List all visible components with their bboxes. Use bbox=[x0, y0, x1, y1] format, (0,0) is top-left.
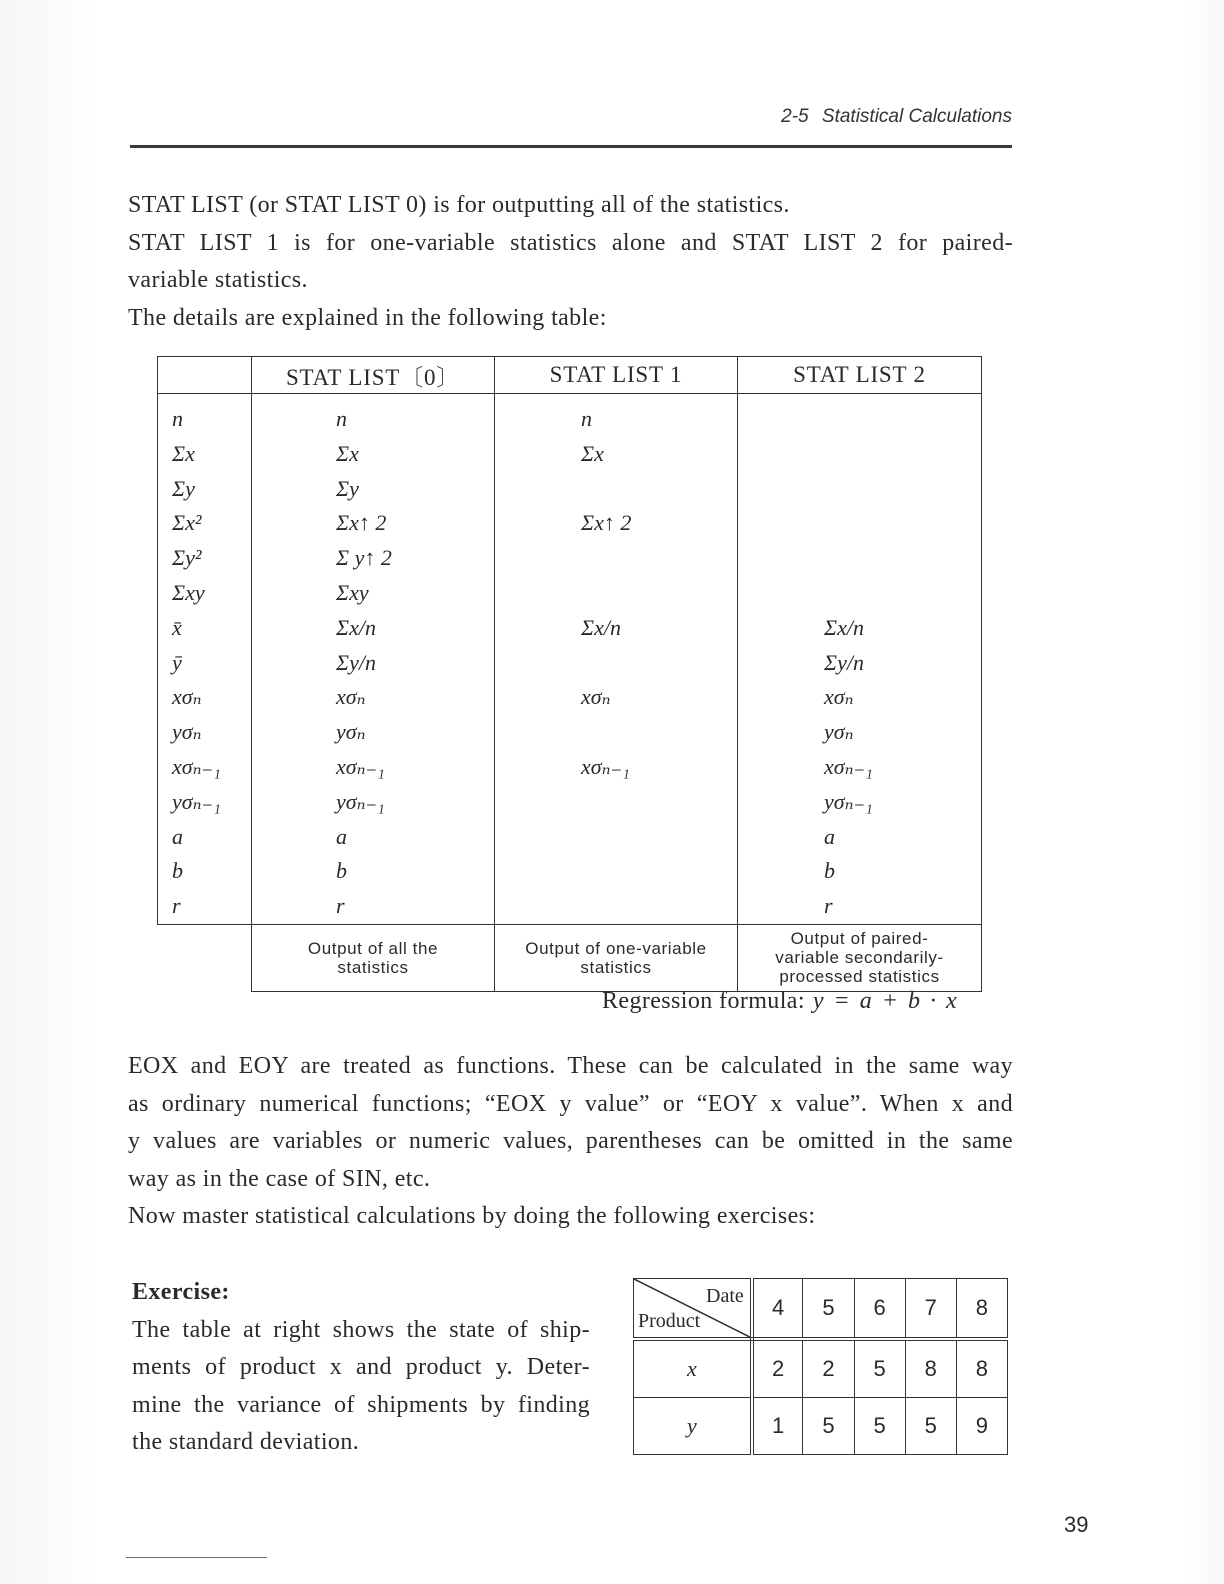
stat-column-labels bbox=[158, 394, 252, 925]
shipment-value: 5 bbox=[854, 1398, 905, 1455]
stat-item bbox=[738, 506, 981, 541]
stat-item: a bbox=[336, 823, 347, 849]
header-stat-list-1: STAT LIST 1 bbox=[495, 357, 738, 394]
page-number: 39 bbox=[1064, 1512, 1089, 1537]
stat-item bbox=[495, 646, 737, 681]
shipments-table bbox=[633, 1278, 1008, 1455]
stat-item: n bbox=[172, 406, 183, 431]
eox-line-4: way as in the case of SIN, etc. bbox=[128, 1165, 431, 1192]
regression-label: Regression formula: bbox=[602, 988, 805, 1014]
stat-item: Σx bbox=[172, 440, 195, 466]
exercise-line-3: mine the variance of shipments by finding bbox=[132, 1391, 590, 1418]
shipment-value: 5 bbox=[803, 1398, 854, 1455]
scan-shadow-left bbox=[0, 0, 96, 1584]
shipment-value: 1 bbox=[752, 1398, 803, 1455]
stat-item: xσₙ bbox=[336, 684, 366, 710]
stat-item bbox=[738, 437, 981, 472]
corner-date-label: Date bbox=[706, 1285, 744, 1307]
header-stat-list-0: STAT LIST〔0〕 bbox=[252, 357, 495, 394]
footer-list-1 bbox=[495, 924, 738, 991]
stat-item bbox=[495, 785, 737, 820]
date-product-corner bbox=[634, 1279, 752, 1340]
product-y-label: y bbox=[634, 1398, 752, 1455]
stat-item: Σx/n bbox=[581, 614, 621, 640]
footer-list-0 bbox=[252, 924, 495, 991]
shipment-value: 5 bbox=[854, 1339, 905, 1398]
stat-list-table bbox=[157, 356, 982, 992]
eox-line-1: EOX and EOY are treated as functions. These can be calculated in the same way bbox=[128, 1053, 1013, 1079]
product-x-label: x bbox=[634, 1339, 752, 1398]
stat-item: Σx bbox=[336, 440, 359, 466]
date-cell: 7 bbox=[905, 1279, 956, 1340]
stat-item bbox=[495, 889, 737, 924]
intro-line-1: STAT LIST (or STAT LIST 0) is for outputting all of the statistics. bbox=[128, 192, 790, 218]
stat-column-list-2 bbox=[738, 394, 982, 925]
footer-list-2 bbox=[738, 924, 982, 991]
stat-column-list-1 bbox=[495, 394, 738, 925]
stat-item: Σx↑ 2 bbox=[581, 510, 632, 536]
footer-list-1-text: Output of one-variable statistics bbox=[525, 938, 707, 977]
stat-item: b bbox=[172, 858, 183, 884]
footer-list-0-text: Output of all the statistics bbox=[307, 938, 439, 977]
stat-item: b bbox=[336, 858, 347, 884]
regression-formula bbox=[602, 988, 982, 1015]
stat-item: yσₙ₋₁ bbox=[336, 788, 385, 814]
eox-line-2: as ordinary numerical functions; “EOX y value” or “EOY x value”. When x and bbox=[128, 1090, 1013, 1117]
stat-item: Σx↑ 2 bbox=[336, 510, 387, 536]
date-cell: 6 bbox=[854, 1279, 905, 1340]
intro-paragraph bbox=[128, 187, 1013, 337]
stat-item: a bbox=[824, 823, 835, 849]
shipment-value: 2 bbox=[752, 1339, 803, 1398]
stat-item: Σx² bbox=[172, 510, 202, 536]
stat-item: a bbox=[172, 823, 183, 849]
stat-item: Σ y↑ 2 bbox=[336, 545, 392, 571]
stat-item: yσₙ bbox=[172, 719, 202, 745]
stat-item: n bbox=[336, 406, 347, 431]
stat-item bbox=[738, 472, 981, 507]
exercise-line-2: ments of product x and product y. Deter- bbox=[132, 1354, 590, 1380]
footer-empty bbox=[158, 924, 252, 991]
stat-item: yσₙ bbox=[336, 719, 366, 745]
stat-item: xσₙ₋₁ bbox=[581, 753, 630, 779]
running-head bbox=[600, 106, 1012, 128]
stat-item: Σx/n bbox=[824, 614, 864, 640]
stat-item: Σx bbox=[581, 440, 604, 466]
footnote-rule bbox=[126, 1557, 267, 1558]
stat-item: yσₙ bbox=[824, 719, 854, 745]
stat-item bbox=[495, 854, 737, 889]
stat-item: Σy bbox=[172, 475, 195, 501]
corner-product-label: Product bbox=[638, 1310, 701, 1332]
stat-item bbox=[495, 541, 737, 576]
stat-item: xσₙ bbox=[172, 684, 202, 710]
stat-item bbox=[495, 576, 737, 611]
stat-item: Σy/n bbox=[336, 649, 376, 675]
stat-item bbox=[495, 820, 737, 855]
stat-item: xσₙ bbox=[581, 684, 611, 710]
stat-item: x̄ bbox=[172, 614, 182, 640]
stat-item: xσₙ bbox=[824, 684, 854, 710]
regression-equation: y = a + b · x bbox=[812, 988, 959, 1014]
stat-item: Σy bbox=[336, 475, 359, 501]
footer-list-2-text: Output of paired-variable secondarily-processed statistics bbox=[775, 929, 944, 987]
date-cell: 8 bbox=[956, 1279, 1007, 1340]
stat-item: yσₙ₋₁ bbox=[824, 788, 873, 814]
stat-item bbox=[495, 715, 737, 750]
date-cell: 4 bbox=[752, 1279, 803, 1340]
stat-column-list-0 bbox=[252, 394, 495, 925]
section-number: 2-5 bbox=[781, 106, 809, 127]
scan-shadow-right bbox=[1184, 0, 1224, 1584]
exercise-line-4: the standard deviation. bbox=[132, 1429, 360, 1455]
exercise-line-1: The table at right shows the state of ship- bbox=[132, 1316, 590, 1343]
stat-item: yσₙ₋₁ bbox=[172, 788, 221, 814]
shipment-value: 9 bbox=[956, 1398, 1007, 1455]
stat-item: xσₙ₋₁ bbox=[336, 753, 385, 779]
eox-paragraph bbox=[128, 1048, 1013, 1236]
eox-line-3: y values are variables or numeric values, parentheses can be omitted in the same bbox=[128, 1128, 1013, 1154]
stat-item: r bbox=[336, 893, 345, 919]
stat-item: xσₙ₋₁ bbox=[824, 753, 873, 779]
stat-item bbox=[738, 402, 981, 437]
shipment-value: 8 bbox=[905, 1339, 956, 1398]
shipment-value: 8 bbox=[956, 1339, 1007, 1398]
stat-table-corner bbox=[158, 357, 252, 394]
shipment-value: 2 bbox=[803, 1339, 854, 1398]
stat-item: r bbox=[172, 893, 181, 919]
stat-item: r bbox=[824, 893, 833, 919]
stat-item bbox=[738, 576, 981, 611]
section-title: Statistical Calculations bbox=[821, 106, 1012, 127]
exercise-block bbox=[132, 1274, 590, 1462]
intro-line-4: The details are explained in the following table: bbox=[128, 304, 607, 331]
exercise-title: Exercise: bbox=[132, 1279, 230, 1305]
header-rule bbox=[130, 145, 1012, 148]
stat-item: Σx/n bbox=[336, 614, 376, 640]
stat-item: xσₙ₋₁ bbox=[172, 753, 221, 779]
intro-line-2: STAT LIST 1 is for one-variable statistics alone and STAT LIST 2 for paired- bbox=[128, 229, 1013, 256]
stat-item: Σxy bbox=[172, 579, 205, 605]
stat-item bbox=[738, 541, 981, 576]
intro-line-3: variable statistics. bbox=[128, 267, 308, 293]
header-stat-list-2: STAT LIST 2 bbox=[738, 357, 982, 394]
stat-item: Σy² bbox=[172, 545, 202, 571]
shipment-value: 5 bbox=[905, 1398, 956, 1455]
date-cell: 5 bbox=[803, 1279, 854, 1340]
stat-item: b bbox=[824, 858, 835, 884]
stat-item: Σy/n bbox=[824, 649, 864, 675]
stat-item: n bbox=[581, 406, 592, 431]
stat-item: Σxy bbox=[336, 579, 369, 605]
eox-line-5: Now master statistical calculations by doing the following exercises: bbox=[128, 1203, 816, 1229]
stat-item: ȳ bbox=[172, 649, 182, 675]
stat-item bbox=[495, 472, 737, 507]
